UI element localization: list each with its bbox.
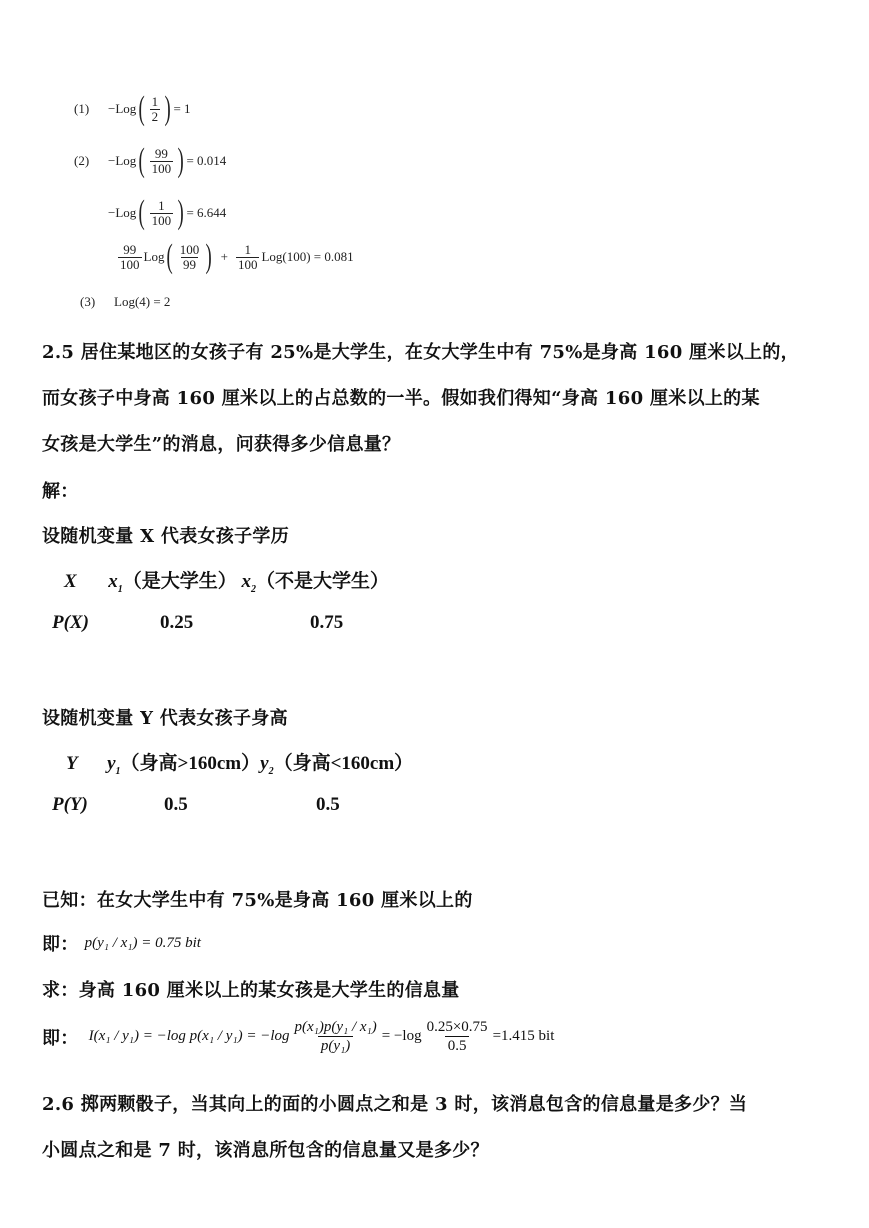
problem-2-5-line-3: 女孩是大学生”的消息，问获得多少信息量？	[42, 434, 401, 455]
y-variable-row: Y $y_1$（身高$>160cm)y_2$（身高<160cm）	[66, 753, 414, 777]
equation-1: p(y₁ / x₁) = 0.75 bit	[84, 934, 201, 951]
equation-2-row: 即： I(x₁ / y₁) = −log p(x₁ / y₁) = −log $\frac{\text{p(x₁)p(y₁ / x₁)}}{\text{p(y₁)}}$ = −log $\frac{0.25\times 0.75}{0.5}$ =1.415 bit	[42, 1019, 555, 1054]
py-value-1: 0.5	[164, 794, 188, 815]
y-intro: 设随机变量 Y 代表女孩子身高	[42, 708, 288, 729]
problem-2-5-line-1: 2.5 居住某地区的女孩子有 25%是大学生，在女大学生中有 75%是身高 160 厘米以上的，	[42, 342, 799, 363]
px-label: P(X)	[52, 612, 89, 633]
x-intro: 设随机变量 X 代表女孩子学历	[42, 526, 289, 547]
solution-label: 解：	[42, 481, 79, 502]
formula-1: (1) −Log ( $\frac{1}{2}$ ) = 1	[74, 90, 191, 127]
problem-2-5-line-2: 而女孩子中身高 160 厘米以上的占总数的一半。假如我们得知“身高 160 厘米以上的某	[42, 388, 760, 409]
px-value-2: 0.75	[310, 612, 344, 633]
formula-2: (2) −Log ( $\frac{99}{100}$ ) = 0.014	[74, 142, 227, 179]
find-statement: 求：身高 160 厘米以上的某女孩是大学生的信息量	[42, 980, 460, 1001]
x-variable-row: X $x_1$（是大学生） $x_2$（不是大学生）	[64, 571, 389, 595]
equation-2: I(x₁ / y₁) = −log p(x₁ / y₁) = −log $\frac{\text{p(x₁)p(y₁ / x₁)}}{\text{p(y₁)}}$ = −log $\frac{0.25\times 0.75}{0.5}$ =1.415 bit	[88, 1019, 555, 1054]
py-value-2: 0.5	[316, 794, 340, 815]
equation-1-row: 即： p(y₁ / x₁) = 0.75 bit	[42, 934, 201, 955]
formula-4: $\frac{99}{100}$ Log ( $\frac{100}{99}$ ) + $\frac{1}{100}$ Log(100) = 0.081	[120, 238, 354, 275]
problem-2-6-line-2: 小圆点之和是 7 时，该消息所包含的信息量又是多少？	[42, 1140, 489, 1161]
formula-5: (3) Log(4) = 2	[80, 294, 171, 309]
known-condition: 已知：在女大学生中有 75%是身高 160 厘米以上的	[42, 890, 473, 911]
problem-2-6-line-1: 2.6 掷两颗骰子，当其向上的面的小圆点之和是 3 时，该消息包含的信息量是多少？当	[42, 1094, 748, 1115]
py-label: P(Y)	[52, 794, 88, 815]
formula-3: −Log ( $\frac{1}{100}$ ) = 6.644	[108, 194, 227, 231]
px-value-1: 0.25	[160, 612, 194, 633]
